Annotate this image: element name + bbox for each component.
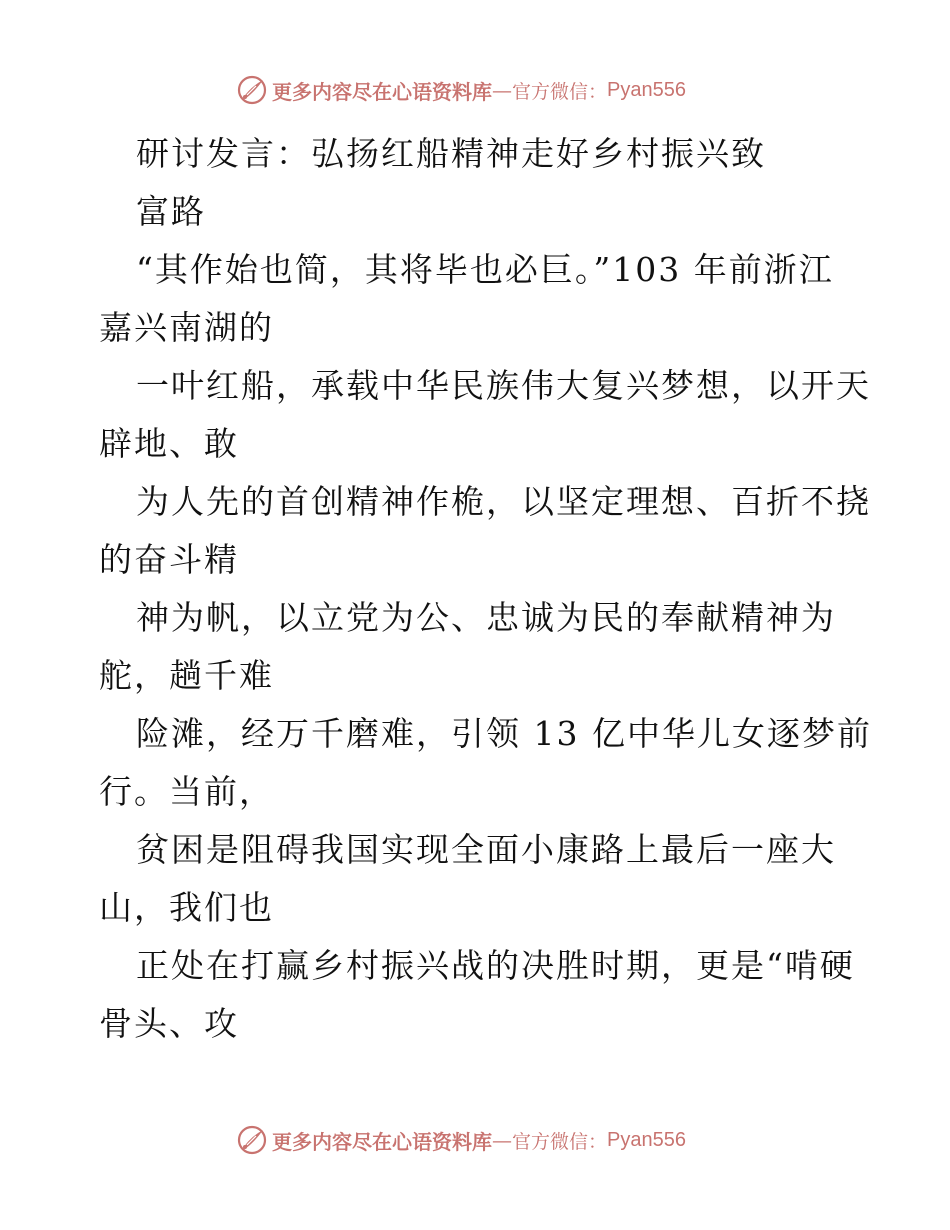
paragraph-line: 辟地、敢 <box>99 424 239 463</box>
watermark-wechat-label: 官方微信： <box>512 80 608 103</box>
paragraph-line: 山，我们也 <box>99 888 274 927</box>
paragraph-line: “其作始也简，其将毕也必巨。”103 年前浙江 <box>136 250 834 289</box>
paragraph-line: 正处在打赢乡村振兴战的决胜时期，更是“啃硬 <box>136 946 855 985</box>
paragraph-line: 行。当前， <box>99 772 274 811</box>
watermark-wechat-id: Pyan556 <box>607 1128 686 1151</box>
watermark-site-text: 更多内容尽在心语资料库 <box>272 79 492 104</box>
watermark-wechat-label: 官方微信： <box>512 1130 608 1153</box>
paragraph-line: 险滩，经万千磨难，引领 13 亿中华儿女逐梦前 <box>136 714 872 753</box>
document-title-line-2: 富路 <box>136 192 206 231</box>
document-title-line-1: 研讨发言：弘扬红船精神走好乡村振兴致 <box>136 134 766 173</box>
paragraph-line: 舵，趟千难 <box>99 656 274 695</box>
watermark-wechat-id: Pyan556 <box>607 78 686 101</box>
footer-watermark <box>236 1122 686 1158</box>
paragraph-line: 的奋斗精 <box>99 540 239 579</box>
paragraph-line: 贫困是阻碍我国实现全面小康路上最后一座大 <box>136 830 836 869</box>
paragraph-line: 一叶红船，承载中华民族伟大复兴梦想，以开天 <box>136 366 871 405</box>
header-watermark <box>236 72 686 108</box>
document-body <box>99 125 872 1053</box>
watermark-separator: — <box>492 1128 512 1152</box>
paragraph-line: 骨头、攻 <box>99 1004 239 1043</box>
quill-pen-logo-icon <box>236 74 268 106</box>
watermark-separator: — <box>492 78 512 102</box>
watermark-site-text: 更多内容尽在心语资料库 <box>272 1129 492 1154</box>
quill-pen-logo-icon <box>236 1124 268 1156</box>
paragraph-line: 为人先的首创精神作桅，以坚定理想、百折不挠 <box>136 482 871 521</box>
paragraph-line: 神为帆，以立党为公、忠诚为民的奉献精神为 <box>136 598 836 637</box>
paragraph-line: 嘉兴南湖的 <box>99 308 274 347</box>
